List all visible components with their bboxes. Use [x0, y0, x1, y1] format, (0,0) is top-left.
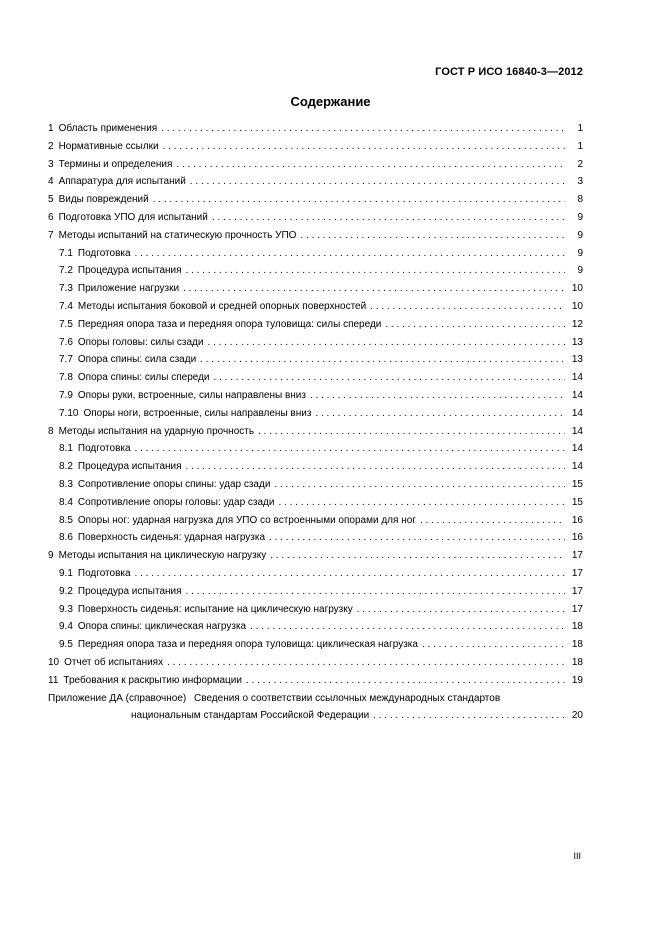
toc-entry-number: 7.8: [59, 372, 73, 384]
toc-entry[interactable]: [48, 476, 583, 494]
toc-entry-page-number: 14: [571, 461, 583, 473]
table-of-contents: [48, 120, 583, 725]
toc-entry-title: Методы испытания на циклическую нагрузку: [58, 550, 267, 562]
toc-leader-dots: [278, 494, 565, 512]
toc-title: Содержание: [290, 94, 371, 109]
toc-entry-title: Отчет об испытаниях: [64, 656, 164, 668]
toc-leader-dots: [186, 262, 565, 280]
toc-entry-number: 8.2: [59, 461, 73, 473]
toc-entry-page-number: 9: [577, 211, 583, 223]
toc-entry-page-number: 9: [577, 247, 583, 259]
toc-appendix-entry[interactable]: [48, 690, 583, 726]
toc-entry-number: 5: [48, 194, 54, 206]
toc-entry[interactable]: [48, 494, 583, 512]
toc-leader-dots: [186, 458, 565, 476]
toc-entry-number: 4: [48, 176, 54, 188]
toc-entry[interactable]: [48, 601, 583, 619]
toc-entry-number: 9.4: [59, 621, 73, 633]
toc-entry[interactable]: [48, 334, 583, 352]
toc-leader-dots: [250, 618, 565, 636]
toc-entry-title: Термины и определения: [58, 158, 173, 170]
appendix-label: Приложение ДА (справочное): [48, 692, 187, 704]
appendix-heading-line: [48, 690, 583, 708]
toc-entry-number: 8: [48, 425, 54, 437]
appendix-title-line: [48, 707, 583, 725]
toc-leader-dots: [310, 387, 565, 405]
toc-entry[interactable]: [48, 387, 583, 405]
toc-leader-dots: [370, 298, 565, 316]
toc-entry-number: 1: [48, 123, 54, 134]
toc-entry[interactable]: [48, 262, 583, 280]
toc-entry-title: Процедура испытания: [77, 461, 182, 473]
toc-entry-title: Сопротивление опоры головы: удар сзади: [77, 496, 275, 508]
toc-entry-page-number: 15: [571, 478, 583, 490]
toc-entry-number: 9.3: [59, 603, 73, 615]
toc-entry-number: 7.2: [59, 265, 73, 277]
toc-entry-page-number: 9: [577, 229, 583, 241]
toc-entry-title: Поверхность сиденья: ударная нагрузка: [77, 532, 266, 544]
toc-entry[interactable]: [48, 654, 583, 672]
toc-entry-title: Опоры ноги, встроенные, силы направлены вниз: [83, 407, 312, 419]
toc-leader-dots: [207, 334, 565, 352]
toc-entry-page-number: 14: [571, 425, 583, 437]
toc-entry-page-number: 10: [571, 300, 583, 312]
toc-entry-title: Методы испытаний на статическую прочность УПО: [58, 229, 297, 241]
toc-entry[interactable]: [48, 227, 583, 245]
toc-entry-number: 8.4: [59, 496, 73, 508]
toc-entry-number: 8.1: [59, 443, 73, 455]
toc-entry-title: Опора спины: сила сзади: [77, 354, 197, 366]
toc-entry-number: 3: [48, 158, 54, 170]
toc-entry-page-number: 8: [577, 194, 583, 206]
toc-leader-dots: [186, 583, 565, 601]
toc-entry-number: 8.3: [59, 478, 73, 490]
toc-entry-title: Процедура испытания: [77, 265, 182, 277]
toc-entry-page-number: 3: [577, 176, 583, 188]
toc-leader-dots: [246, 672, 565, 690]
toc-entry-page-number: 17: [571, 550, 583, 562]
toc-leader-dots: [315, 405, 565, 423]
toc-entry-title: Область применения: [58, 123, 158, 134]
toc-leader-dots: [161, 120, 565, 138]
toc-entry-page-number: 14: [571, 389, 583, 401]
toc-entry-title: Нормативные ссылки: [58, 140, 159, 152]
toc-entry-page-number: 16: [571, 532, 583, 544]
toc-entry[interactable]: [48, 636, 583, 654]
toc-entry-number: 7.5: [59, 318, 73, 330]
toc-entry-number: 7.1: [59, 247, 73, 259]
toc-entry[interactable]: [48, 512, 583, 530]
toc-entry-title: Поверхность сиденья: испытание на циклическую нагрузку: [77, 603, 353, 615]
toc-entry[interactable]: [48, 547, 583, 565]
toc-entry-title: Методы испытания на ударную прочность: [58, 425, 255, 437]
toc-entry-number: 6: [48, 211, 54, 223]
toc-entry-page-number: 1: [577, 123, 583, 134]
toc-entry-page-number: 12: [571, 318, 583, 330]
toc-entry-title: Опоры ног: ударная нагрузка для УПО со встроенными опорами для ног: [77, 514, 416, 526]
toc-entry-number: 7.10: [59, 407, 79, 419]
toc-entry-title: Приложение нагрузки: [77, 283, 180, 295]
toc-leader-dots: [385, 316, 565, 334]
toc-entry-number: 7.4: [59, 300, 73, 312]
toc-entry-number: 11: [48, 674, 59, 686]
toc-leader-dots: [200, 351, 565, 369]
toc-leader-dots: [422, 636, 565, 654]
toc-leader-dots: [135, 565, 565, 583]
toc-leader-dots: [153, 191, 565, 209]
toc-leader-dots: [270, 547, 565, 565]
toc-entry-page-number: 18: [571, 656, 583, 668]
toc-entry-title: Методы испытания боковой и средней опорных поверхностей: [77, 300, 367, 312]
toc-entry[interactable]: [48, 529, 583, 547]
toc-entry-title: Процедура испытания: [77, 585, 182, 597]
toc-entry[interactable]: [48, 138, 583, 156]
toc-entry[interactable]: [48, 245, 583, 263]
toc-entry-number: 7: [48, 229, 54, 241]
toc-entry-number: 9: [48, 550, 54, 562]
toc-leader-dots: [300, 227, 565, 245]
toc-leader-dots: [176, 156, 565, 174]
toc-entry[interactable]: [48, 156, 583, 174]
toc-leader-dots: [135, 245, 565, 263]
toc-entry-title: Опора спины: силы спереди: [77, 372, 210, 384]
toc-entry-page-number: 16: [571, 514, 583, 526]
toc-leader-dots: [190, 173, 565, 191]
toc-entry[interactable]: [48, 672, 583, 690]
toc-leader-dots: [269, 529, 565, 547]
toc-entry-page-number: 13: [571, 336, 583, 348]
toc-entry-page-number: 15: [571, 496, 583, 508]
toc-entry[interactable]: [48, 209, 583, 227]
toc-entry-page-number: 9: [577, 265, 583, 277]
toc-entry[interactable]: [48, 405, 583, 423]
toc-leader-dots: [274, 476, 565, 494]
toc-entry-page-number: 1: [577, 140, 583, 152]
toc-entry-page-number: 19: [571, 674, 583, 686]
toc-entry-page-number: 18: [571, 621, 583, 633]
toc-entry-number: 8.5: [59, 514, 73, 526]
toc-entry-page-number: 17: [571, 603, 583, 615]
toc-entry-title: Опора спины: циклическая нагрузка: [77, 621, 247, 633]
toc-entry-number: 7.3: [59, 283, 73, 295]
toc-entry[interactable]: [48, 191, 583, 209]
toc-entry[interactable]: [48, 173, 583, 191]
toc-entry-page-number: 13: [571, 354, 583, 366]
toc-entry-title: Сопротивление опоры спины: удар сзади: [77, 478, 271, 490]
toc-entry-title: Опоры руки, встроенные, силы направлены вниз: [77, 389, 306, 401]
toc-entry-title: Передняя опора таза и передняя опора туловища: силы спереди: [77, 318, 382, 330]
toc-entry-title: Требования к раскрытию информации: [63, 674, 242, 686]
toc-entry-title: Аппаратура для испытаний: [58, 176, 186, 188]
toc-entry[interactable]: [48, 583, 583, 601]
toc-leader-dots: [183, 280, 565, 298]
toc-entry[interactable]: [48, 351, 583, 369]
toc-entry[interactable]: [48, 369, 583, 387]
toc-entry-title: Подготовка: [77, 247, 131, 259]
toc-entry-number: 7.6: [59, 336, 73, 348]
toc-leader-dots: [258, 423, 565, 441]
appendix-title-line2: национальным стандартам Российской Федерации: [131, 710, 370, 722]
toc-entry[interactable]: [48, 298, 583, 316]
toc-entry[interactable]: [48, 316, 583, 334]
toc-entry-title: Подготовка: [77, 567, 131, 579]
toc-leader-dots: [167, 654, 565, 672]
toc-entry-number: 9.5: [59, 639, 73, 651]
toc-entry-title: Передняя опора таза и передняя опора туловища: циклическая нагрузка: [77, 639, 418, 651]
toc-entry[interactable]: [48, 458, 583, 476]
toc-entry-page-number: 14: [571, 407, 583, 419]
toc-leader-dots: [212, 209, 565, 227]
toc-entry[interactable]: [48, 618, 583, 636]
toc-leader-dots: [163, 138, 565, 156]
toc-entry-title: Подготовка: [77, 443, 131, 455]
toc-entry-page-number: 18: [571, 639, 583, 651]
toc-entry-page-number: 14: [571, 443, 583, 455]
toc-entry-page-number: 2: [577, 158, 583, 170]
document-code: ГОСТ Р ИСО 16840-3—2012: [435, 66, 583, 78]
page-folio: III: [573, 851, 581, 861]
toc-leader-dots: [214, 369, 565, 387]
toc-entry[interactable]: [48, 120, 583, 138]
toc-leader-dots: [357, 601, 565, 619]
toc-entry-page-number: 17: [571, 585, 583, 597]
toc-leader-dots: [135, 440, 565, 458]
appendix-page-number: 20: [571, 710, 583, 722]
toc-entry[interactable]: [48, 423, 583, 441]
appendix-title-line1: Сведения о соответствии ссылочных международных стандартов: [194, 692, 501, 704]
toc-entry[interactable]: [48, 440, 583, 458]
toc-entry-number: 10: [48, 656, 60, 668]
toc-entry[interactable]: [48, 280, 583, 298]
toc-entry-number: 9.1: [59, 567, 73, 579]
toc-entry-title: Подготовка УПО для испытаний: [58, 211, 208, 223]
toc-entry-number: 8.6: [59, 532, 73, 544]
toc-entry[interactable]: [48, 565, 583, 583]
toc-entry-title: Виды повреждений: [58, 194, 149, 206]
toc-entry-page-number: 17: [571, 567, 583, 579]
toc-entry-title: Опоры головы: силы сзади: [77, 336, 204, 348]
toc-leader-dots: [420, 512, 565, 530]
toc-entry-page-number: 10: [571, 283, 583, 295]
toc-entry-page-number: 14: [571, 372, 583, 384]
toc-entry-number: 7.7: [59, 354, 73, 366]
toc-leader-dots: [373, 707, 565, 725]
toc-entry-number: 2: [48, 140, 54, 152]
toc-entry-number: 9.2: [59, 585, 73, 597]
toc-entry-number: 7.9: [59, 389, 73, 401]
